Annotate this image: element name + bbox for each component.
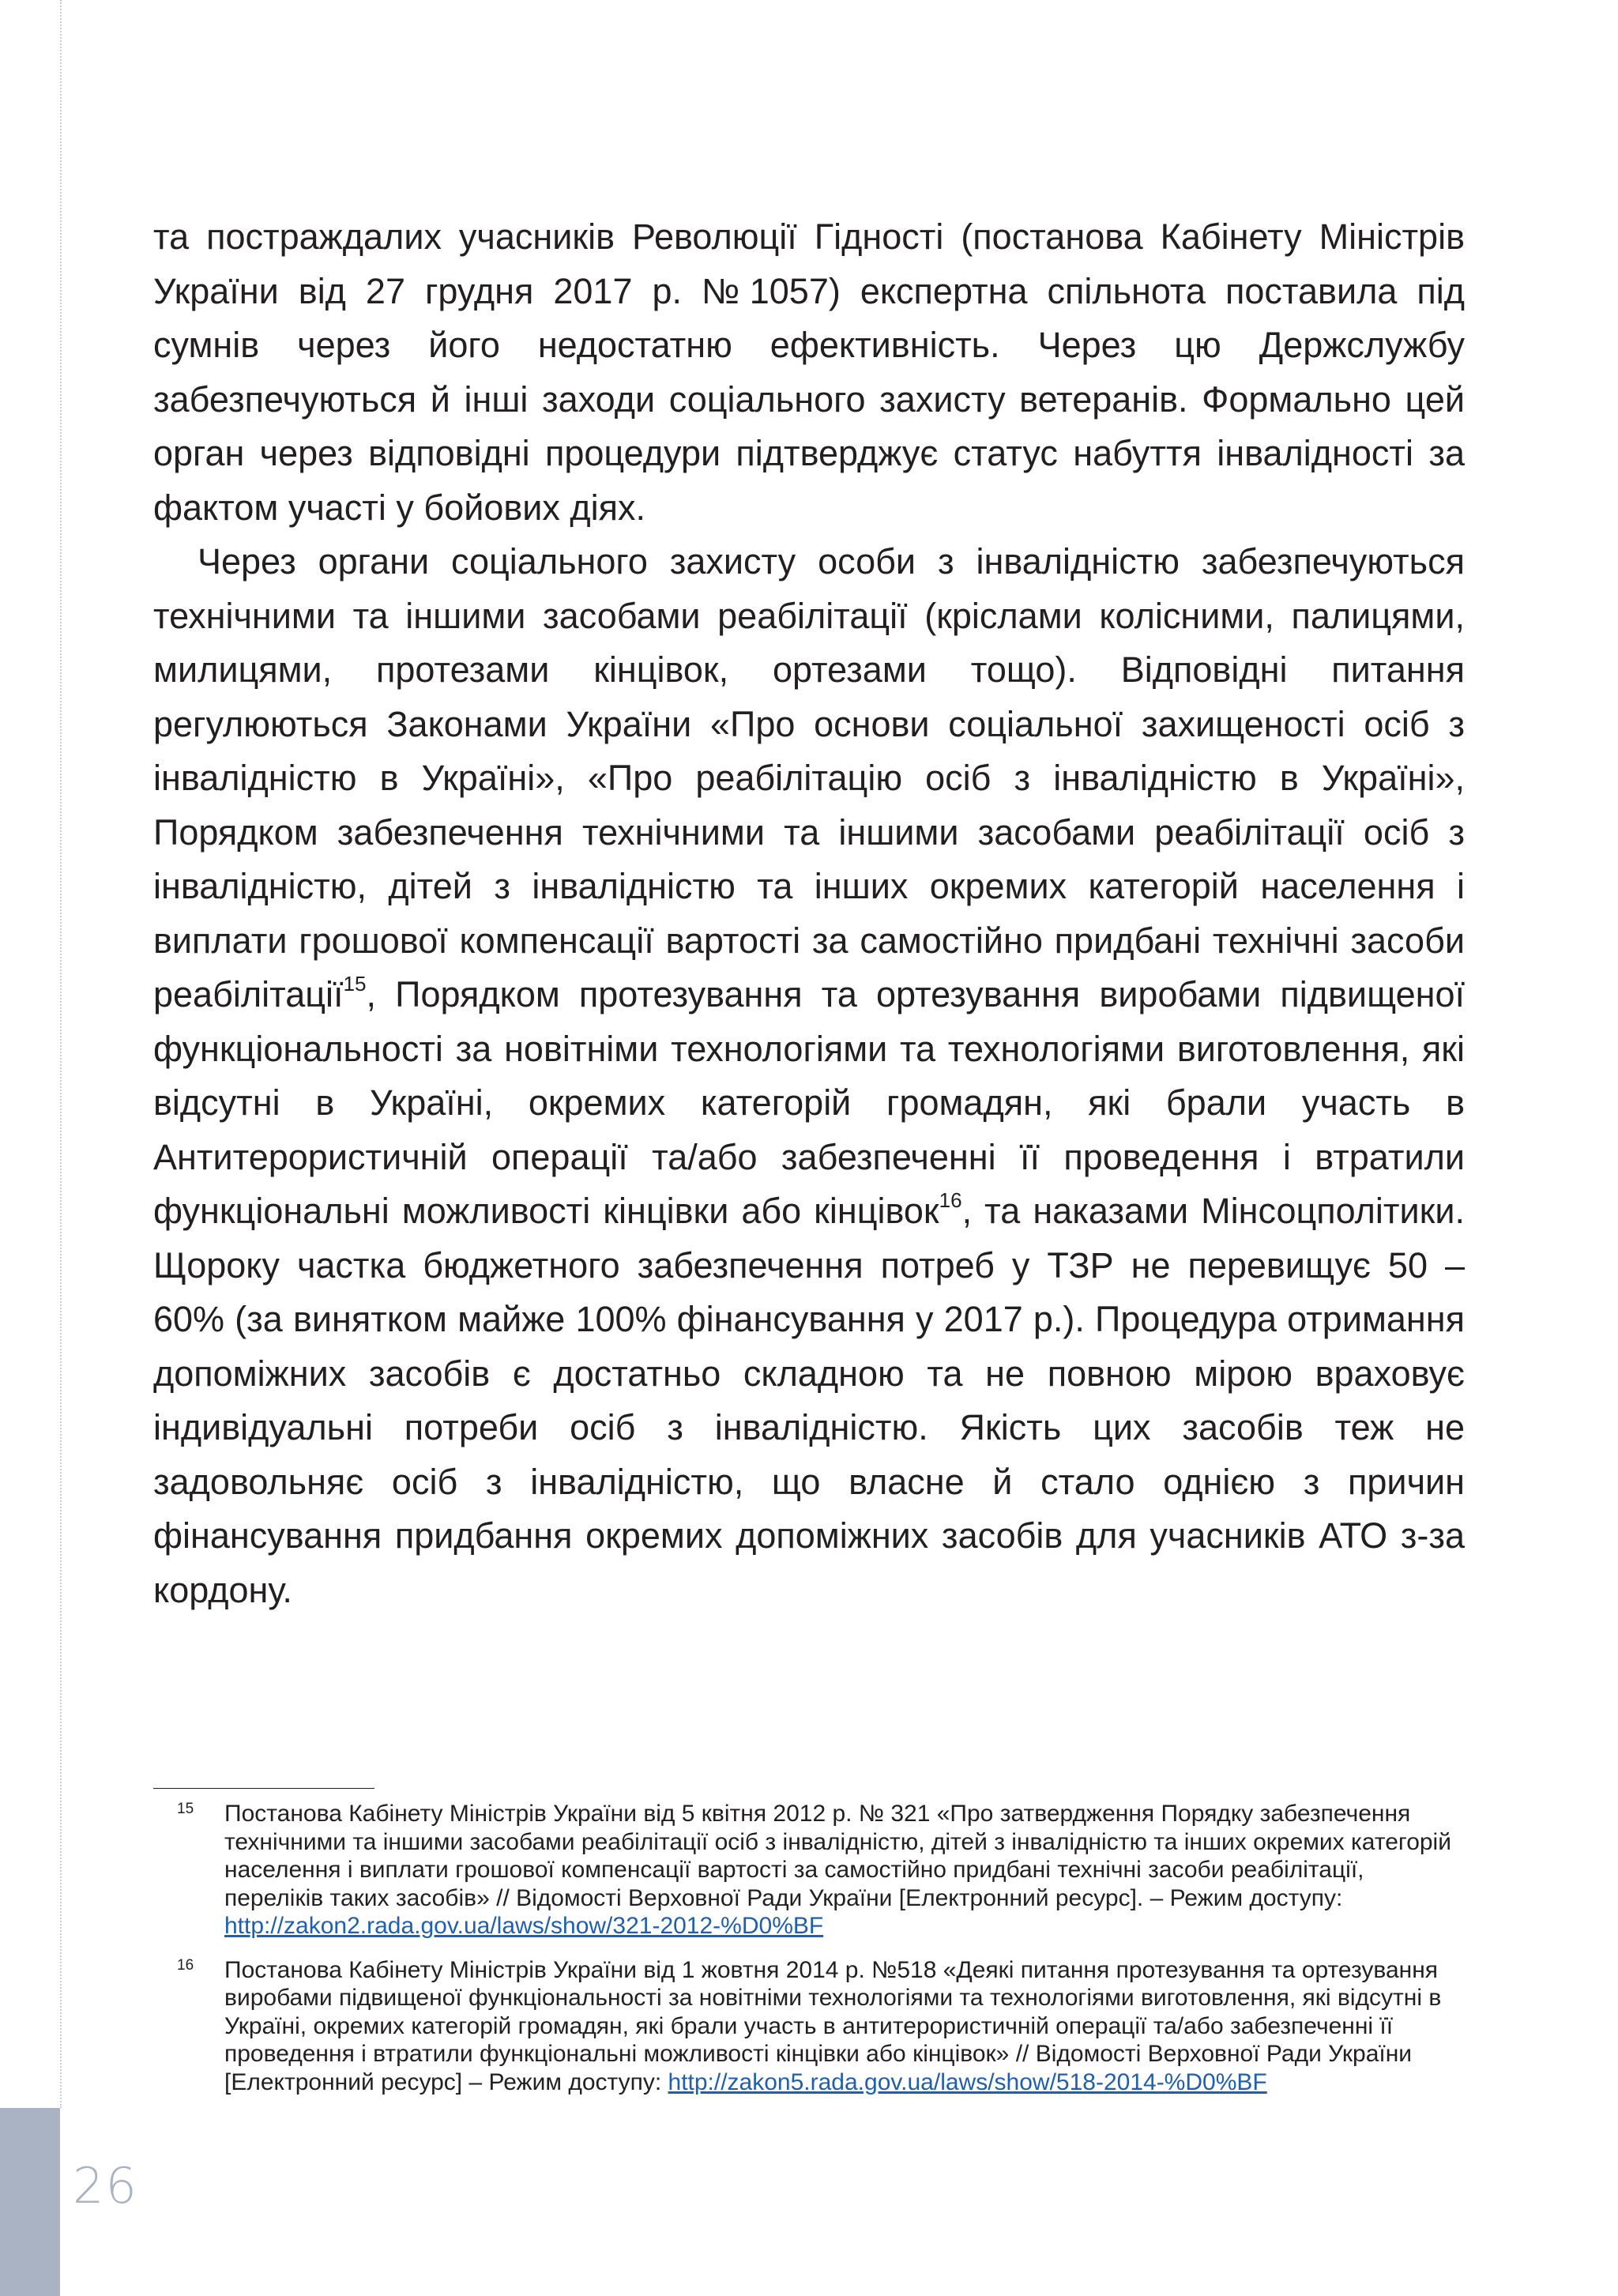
paragraph-2-part-3: , та наказами Мінсоцполітики. Щороку частка бюджетного забезпечення потреб у ТЗР не перевищує 50 – 60% (за винятком майже 100% фінансування у 2017 р.). Процедура отримання допоміжних засобів є достатньо складною та не повною мірою враховує індивідуальні потреби осіб з інвалідністю. Якість цих засобів теж не задовольняє осіб з інвалідністю, що власне й стало однією з причин фінансування придбання окремих допоміжних засобів для учасників АТО з-за кордону. (153, 1191, 1466, 1610)
footnote-16 (153, 1956, 1465, 2097)
page-side-accent-bar (0, 2108, 60, 2296)
paragraph-2-part-1: Через органи соціального захисту особи з інвалідністю забезпечуються технічними та іншими засобами реабілітації (кріслами колісними, палицями, милицями, протезами кінцівок, ортезами тощо). Відповідні питання регулюються Законами України «Про основи соціальної захищеності осіб з інвалідністю в Україні», «Про реабілітацію осіб з інвалідністю в Україні», Порядком забезпечення технічними та іншими засобами реабілітації осіб з інвалідністю, дітей з інвалідністю та інших окремих категорій населення і виплати грошової компенсації вартості за самостійно придбані технічні засоби реабілітації (153, 541, 1465, 1014)
main-text (153, 210, 1465, 1617)
paragraph-2 (153, 535, 1465, 1617)
footnote-text (224, 1800, 1465, 1940)
paragraph-2-part-2: , Порядком протезування та ортезування виробами підвищеної функціональності за новітніми технологіями та технологіями виготовлення, які відсутні в Україні, окремих категорій громадян, які брали участь в Антитерористичній операції та/або забезпеченні її проведення і втратили функціональні можливості кінцівки або кінцівок (153, 974, 1465, 1231)
footnote-ref-15[interactable]: 15 (343, 972, 367, 996)
footnote-ref-16[interactable]: 16 (939, 1188, 962, 1213)
footnote-body: Постанова Кабінету Міністрів України від 1 жовтня 2014 р. №518 «Деякі питання протезування та ортезування виробами підвищеної функціональності за новітніми технологіями та технологіями виготовлення, які відсутні в Україні, окремих категорій громадян, які брали участь в антитерористичній операції та/або забезпеченні її проведення і втратили функціональні можливості кінцівки або кінцівок» // Відомості Верховної Ради України [Електронний ресурс] – Режим доступу: (224, 1956, 1442, 2095)
footnote-body: Постанова Кабінету Міністрів України від 5 квітня 2012 р. № 321 «Про затвердження Порядку забезпечення технічними та іншими засобами реабілітації осіб з інвалідністю, дітей з інвалідністю та інших окремих категорій населення і виплати грошової компенсації вартості за самостійно придбані технічні засоби реабілітації, переліків таких засобів» // Відомості Верховної Ради України [Електронний ресурс]. – Режим доступу: (224, 1801, 1451, 1911)
footnote-link[interactable]: http://zakon5.rada.gov.ua/laws/show/518-2014-%D0%BF (668, 2068, 1267, 2095)
footnote-separator (153, 1788, 374, 1789)
page-number: 26 (73, 2157, 138, 2215)
margin-dotted-rule (60, 0, 62, 2108)
footnote-number: 15 (177, 1801, 194, 1817)
footnote-link[interactable]: http://zakon2.rada.gov.ua/laws/show/321-2012-%D0%BF (224, 1913, 824, 1939)
paragraph-1: та постраждалих учасників Революції Гідності (постанова Кабінету Міністрів України від 27 грудня 2017 р. №1057) експертна спільнота поставила під сумнів через його недостатню ефективність. Через цю Держслужбу забезпечуються й інші заходи соціального захисту ветеранів. Формально цей орган через відповідні процедури підтверджує статус набуття інвалідності за фактом участі у бойових діях. (153, 216, 1465, 528)
footnotes (153, 1800, 1465, 2112)
footnote-15 (153, 1800, 1465, 1940)
footnote-number: 16 (177, 1956, 194, 1974)
footnote-text (224, 1956, 1465, 2097)
